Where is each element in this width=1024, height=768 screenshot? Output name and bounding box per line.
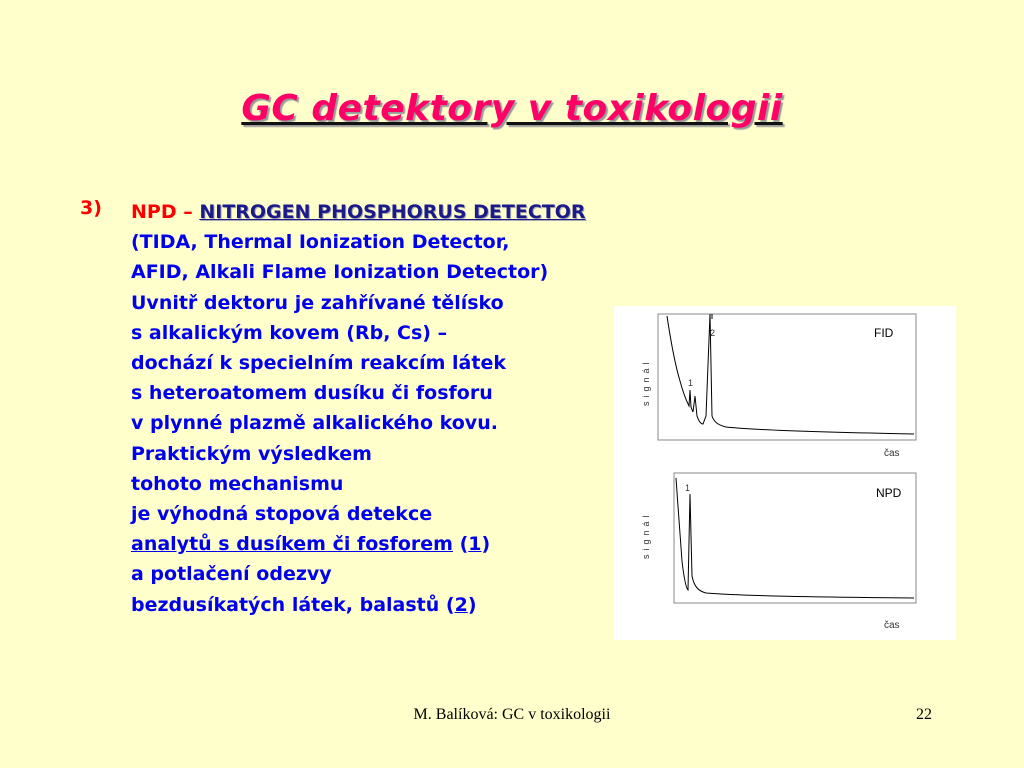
ref-1: 1 [468,533,482,556]
text-line: je výhodná stopová detekce [131,503,433,526]
fid-peak2-label: 2 [710,328,716,338]
text-line: tohoto mechanismu [131,472,344,495]
ballast-line [131,590,586,620]
npd-description [131,197,586,620]
npd-peak1-label: 1 [685,483,691,493]
text-line: s alkalickým kovem (Rb, Cs) – [131,321,448,344]
paren-open: ( [452,533,469,556]
text-line: Praktickým výsledkem [131,442,372,465]
npd-chromatogram [641,473,916,631]
ref-2: 2 [454,593,468,616]
text-line: AFID, Alkali Flame Ionization Detector) [131,261,549,284]
analytes-line [131,529,586,559]
fid-ylabel: signál [641,358,651,406]
fid-xlabel: čas [884,448,900,459]
paren-close: ) [467,593,477,616]
detector-heading: NITROGEN PHOSPHORUS DETECTOR [199,201,586,223]
ballast-text: bezdusíkatých látek, balastů ( [131,593,455,616]
chromatogram-figure [614,306,956,640]
npd-abbrev: NPD [131,201,177,223]
dash: – [176,201,200,223]
list-number: 3) [80,197,102,219]
page-number: 22 [916,706,932,723]
fid-label: FID [874,326,894,340]
npd-ylabel: signál [641,511,651,559]
text-line: s heteroatomem dusíku či fosforu [131,382,493,405]
text-line: dochází k specielním reakcím látek [131,352,506,375]
npd-label: NPD [876,486,902,500]
text-line: v plynné plazmě alkalického kovu. [131,412,498,435]
fid-peak1-label: 1 [688,378,694,388]
npd-xlabel: čas [884,620,900,631]
text-line: a potlačení odezvy [131,563,332,586]
paren-close: ) [481,533,491,556]
chromatograms-svg [614,306,956,640]
text-line: (TIDA, Thermal Ionization Detector, [131,231,510,254]
fid-chromatogram [641,314,916,459]
footer-text: M. Balíková: GC v toxikologii [413,706,611,723]
analytes-text: analytů s dusíkem či fosforem [131,533,453,556]
slide-title: GC detektory v toxikologii [241,88,783,129]
detector-heading-line [131,197,586,227]
text-line: Uvnitř dektoru je zahřívané tělísko [131,291,504,314]
